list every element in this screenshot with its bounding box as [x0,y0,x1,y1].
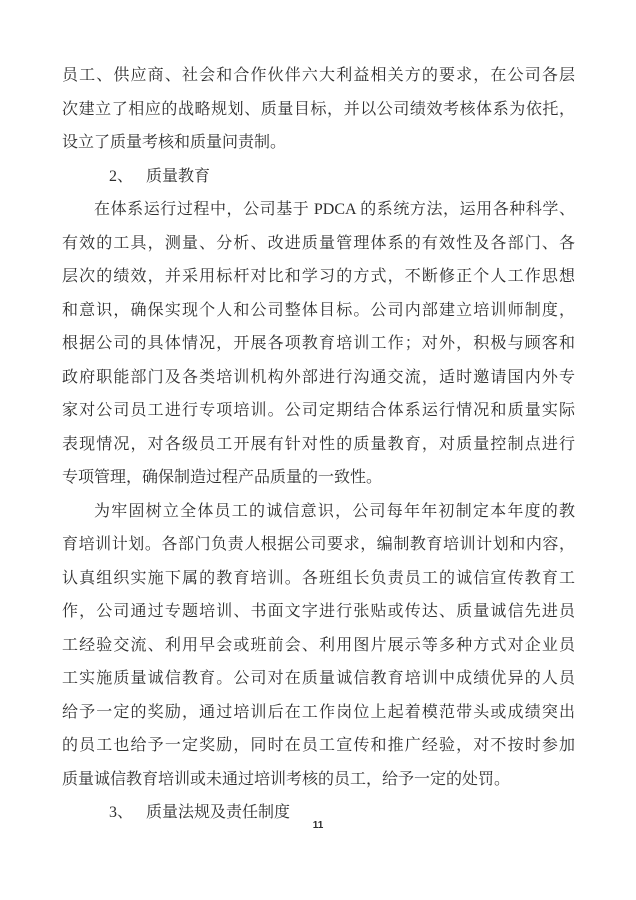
body-line: 育培训计划。各部门负责人根据公司要求，编制教育培训计划和内容， [62,536,575,553]
body-line: 质量诚信教育培训或未通过培训考核的员工，给予一定的处罚。 [62,770,511,788]
body-line: 为牢固树立全体员工的诚信意识，公司每年年初制定本年度的教 [94,502,575,520]
page-body [62,59,575,830]
body-line: 次建立了相应的战略规划、质量目标，并以公司绩效考核体系为依托， [62,100,575,118]
body-line: 层次的绩效，并采用标杆对比和学习的方式，不断修正个人工作思想 [62,268,575,285]
heading-number: 3、 [109,804,134,821]
body-line: 员工、供应商、社会和合作伙伴六大利益相关方的要求，在公司各层 [62,67,575,84]
heading-title: 质量教育 [146,167,211,185]
body-line: 根据公司的具体情况，开展各项教育培训工作；对外，积极与顾客和 [62,335,575,352]
body-line: 在体系运行过程中，公司基于 PDCA 的系统方法，运用各种科学、 [94,201,575,218]
body-line: 认真组织实施下属的教育培训。各班组长负责员工的诚信宣传教育工 [62,569,575,587]
body-line: 工实施质量诚信教育。公司对在质量诚信教育培训中成绩优异的人员 [62,670,575,687]
body-line: 设立了质量考核和质量问责制。 [62,134,287,151]
body-line: 表现情况，对各级员工开展有针对性的质量教育，对质量控制点进行 [62,435,575,453]
body-line: 家对公司员工进行专项培训。公司定期结合体系运行情况和质量实际 [62,402,575,419]
body-line: 有效的工具，测量、分析、改进质量管理体系的有效性及各部门、各 [62,234,575,252]
body-line: 政府职能部门及各类培训机构外部进行沟通交流，适时邀请国内外专 [62,368,575,386]
section-heading-quality-education [62,160,575,194]
body-line: 工经验交流、利用早会或班前会、利用图片展示等多种方式对企业员 [62,636,575,654]
page-number: 11 [312,820,324,831]
heading-number: 2、 [109,167,134,185]
body-line: 给予一定的奖励，通过培训后在工作岗位上起着模范带头或成绩突出 [62,703,575,721]
body-line: 的员工也给予一定奖励，同时在员工宣传和推广经验，对不按时参加 [62,737,575,754]
heading-title: 质量法规及责任制度 [146,804,291,821]
body-line: 专项管理，确保制造过程产品质量的一致性。 [62,469,383,486]
body-line: 作，公司通过专题培训、书面文字进行张贴或传达、质量诚信先进员 [62,603,575,620]
body-line: 和意识，确保实现个人和公司整体目标。公司内部建立培训师制度， [62,301,575,319]
